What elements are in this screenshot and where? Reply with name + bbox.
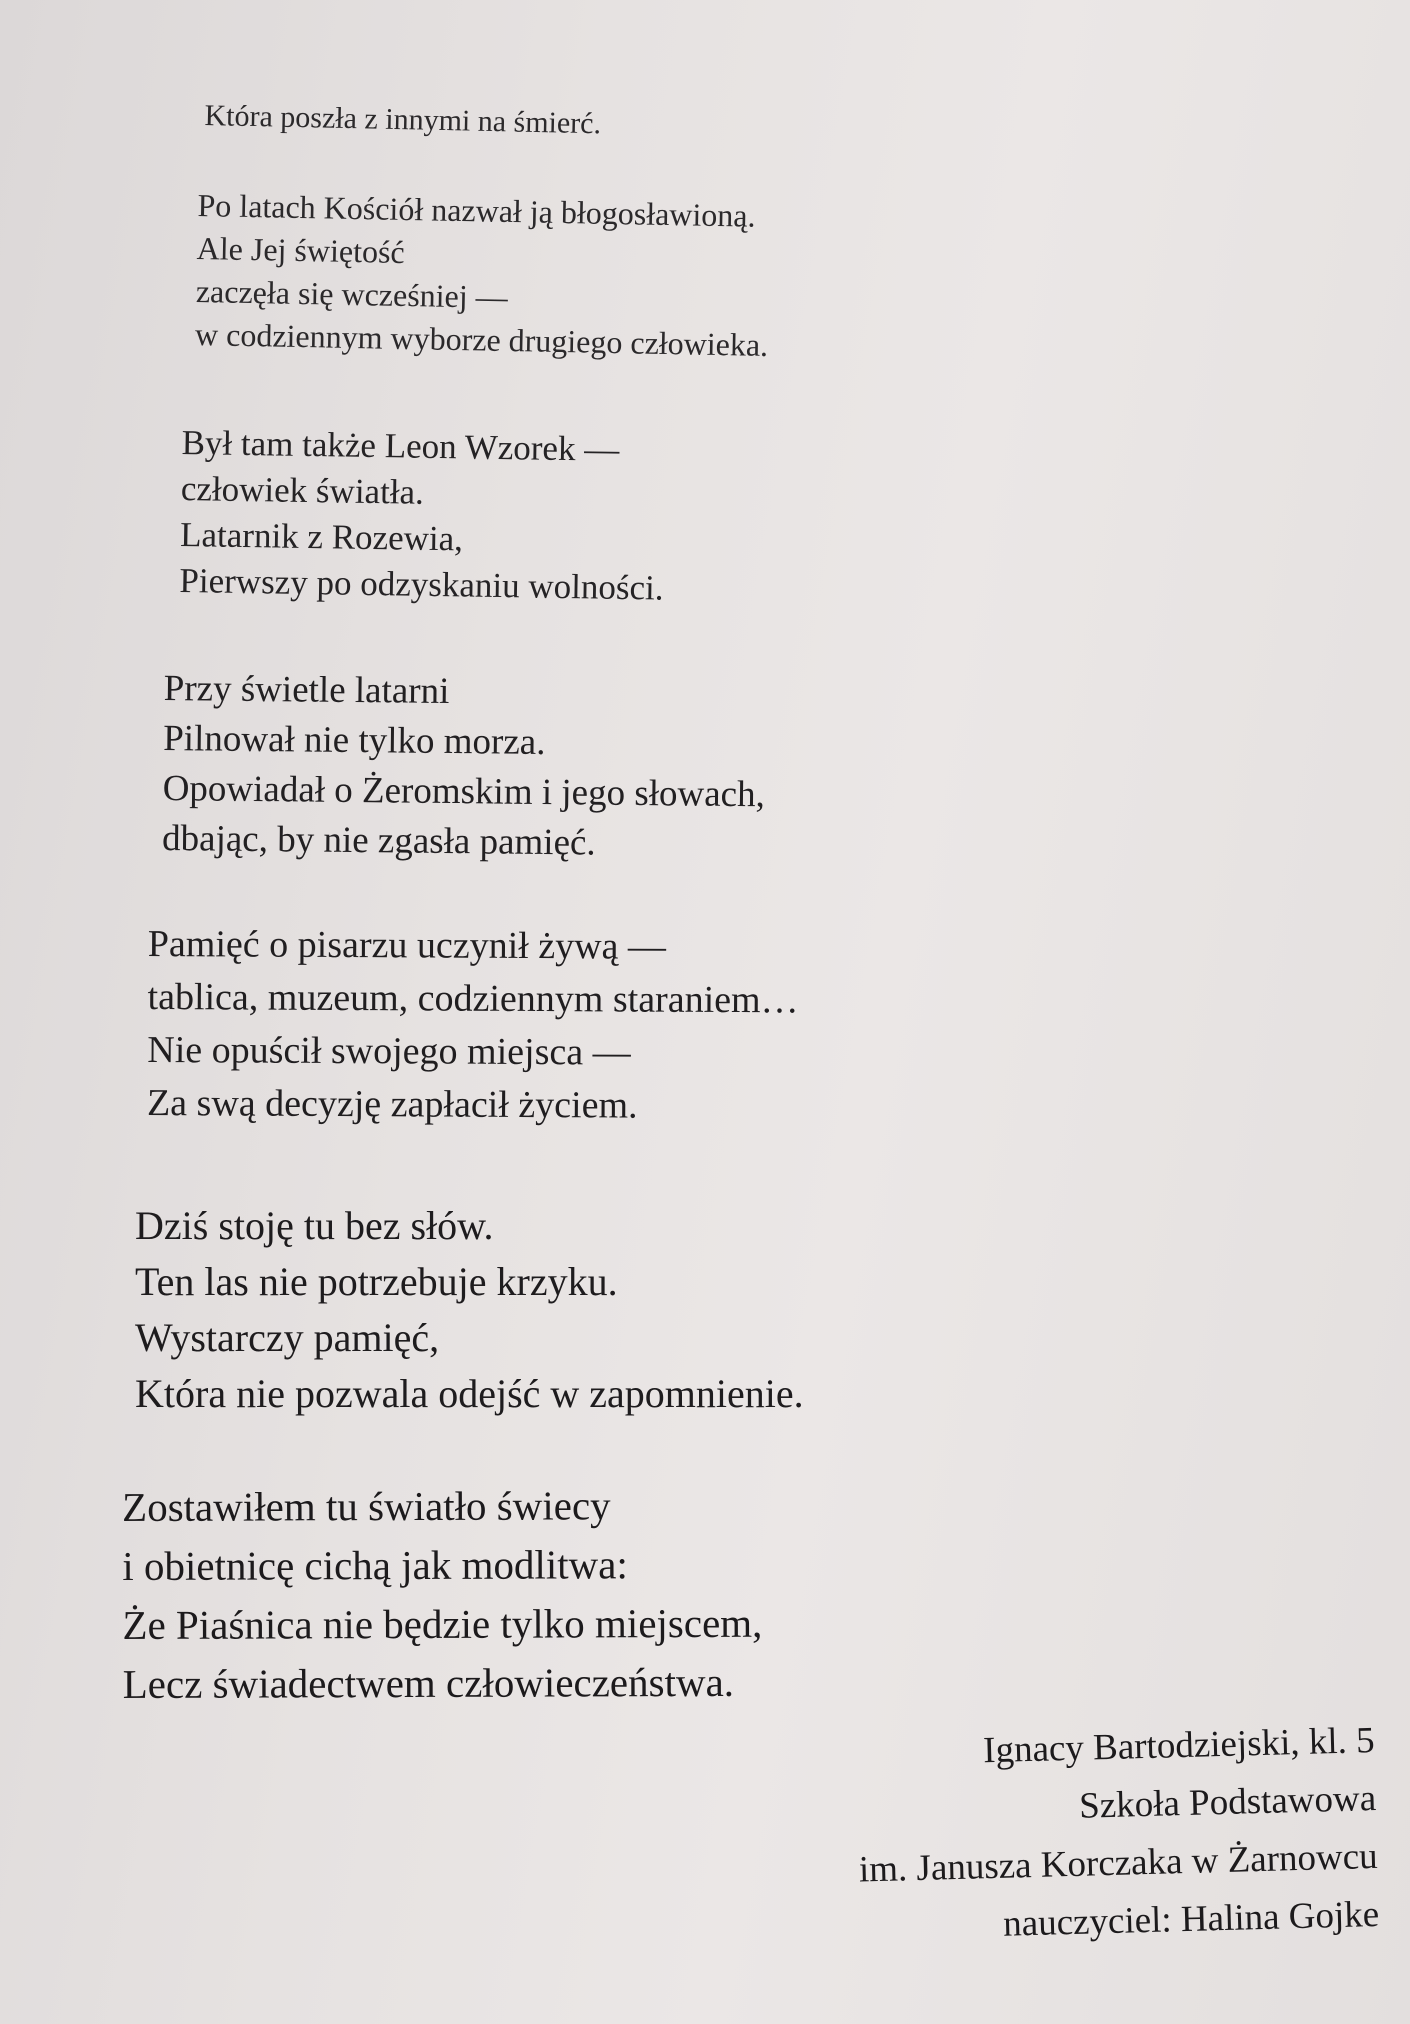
poem-line: Która nie pozwala odejść w zapomnienie. [135, 1371, 804, 1416]
poem-line: Która poszła z innymi na śmierć. [204, 98, 602, 141]
poem-line: człowiek światła. [180, 468, 425, 512]
stanza-6 [135, 1198, 804, 1422]
poem-line: Po latach Kościół nazwał ją błogosławioną. [197, 186, 756, 234]
poem-line: Wystarczy pamięć, [135, 1315, 440, 1360]
stanza-2 [195, 184, 771, 367]
school-name: Szkoła Podstawowa [1078, 1777, 1377, 1827]
poem-line: Nie opuścił swojego miejsca — [147, 1028, 631, 1074]
poem-line: Zostawiłem tu światło świecy [122, 1482, 611, 1530]
poem-line: Że Piaśnica nie będzie tylko miejscem, [122, 1599, 763, 1648]
poem-line: Dziś stoję tu bez słów. [135, 1203, 494, 1248]
poem-line: zaczęła się wcześniej — [195, 272, 509, 315]
stanza-1 [204, 96, 601, 144]
stanza-7 [122, 1476, 763, 1714]
poem-line: Pilnował nie tylko morza. [163, 717, 546, 763]
poem-line: Ten las nie potrzebuje krzyku. [135, 1259, 618, 1304]
poem-line: Opowiadał o Żeromskim i jego słowach, [162, 767, 766, 816]
poem-line: Lecz świadectwem człowieczeństwa. [122, 1658, 735, 1707]
school-patron: im. Janusza Korczaka w Żarnowcu [858, 1835, 1379, 1891]
poem-line: i obietnicę cichą jak modlitwa: [122, 1541, 628, 1589]
author-name: Ignacy Bartodziejski, kl. 5 [982, 1719, 1376, 1772]
stanza-5 [147, 918, 799, 1133]
author-signature [855, 1712, 1380, 1958]
poem-line: Za swą decyzję zapłacił życiem. [146, 1081, 638, 1127]
poem-line: Przy świetle latarni [163, 667, 450, 712]
poem-line: Pamięć o pisarzu uczynił żywą — [147, 922, 667, 968]
poem-line: Był tam także Leon Wzorek — [181, 422, 620, 469]
poem-line: dbając, by nie zgasła pamięć. [161, 817, 596, 864]
poem-line: tablica, muzeum, codziennym staraniem… [147, 975, 799, 1022]
stanza-3 [179, 420, 666, 612]
stanza-4 [162, 664, 766, 870]
teacher-name: nauczyciel: Halina Gojke [1002, 1893, 1380, 1945]
poem-line: Pierwszy po odzyskaniu wolności. [179, 560, 664, 608]
poem-line: Latarnik z Rozewia, [179, 514, 464, 559]
poem-line: Ale Jej świętość [196, 229, 406, 270]
poem-line: w codziennym wyborze drugiego człowieka. [194, 315, 769, 363]
